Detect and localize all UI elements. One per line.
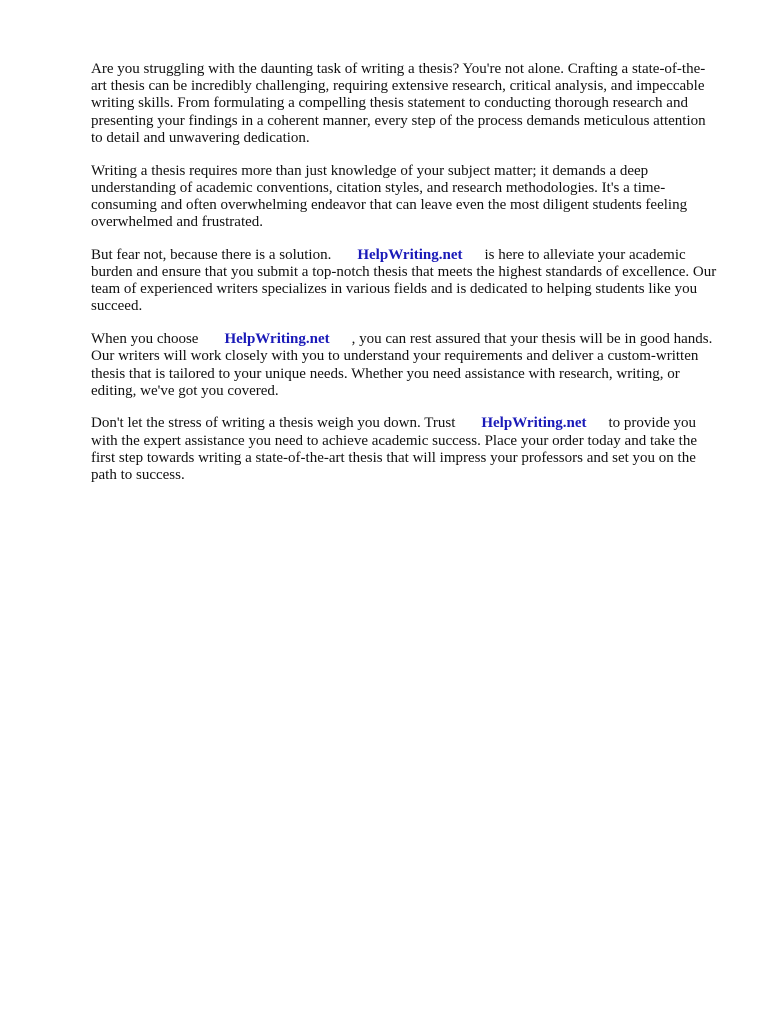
paragraph-text-after: is here to alleviate your academic burden and ensure that you submit a top-notch thesis that meets the highest standards of excellence. Our team of experienced writers specializes in various fields and is dedicated to helping students like you succeed. [91,246,717,315]
paragraph-text-before: But fear not, because there is a solution. [91,246,332,263]
paragraph-text-after: , you can rest assured that your thesis will be in good hands. Our writers will work closely with you to understand your requirements and deliver a custom-written thesis that is tailored to your unique needs. Whether you need assistance with research, writing, or editing, we've got you covered. [91,331,713,399]
paragraph-text: Are you struggling with the daunting task of writing a thesis? You're not alone. Crafting a state-of-the-art thesis can be incredibly challenging, requiring extensive research, critical analysis, and impeccable writing skills. From formulating a compelling thesis statement to conducting thorough research and presenting your findings in a coherent manner, every step of the process demands meticulous attention to detail and unwavering dedication. [91,61,706,146]
paragraph-solution [91,247,721,316]
helpwriting-link[interactable]: HelpWriting.net [481,415,587,432]
paragraph-text-before: When you choose [91,331,199,348]
paragraph-text-after: to provide you with the expert assistance you need to achieve academic success. Place your order today and take the first step towards writing a state-of-the-art thesis that will impress your professors and set you on the path to success. [91,415,698,484]
paragraph-choose [91,331,721,400]
paragraph-trust [91,415,721,484]
helpwriting-link[interactable]: HelpWriting.net [224,331,330,348]
paragraph-text-before: Don't let the stress of writing a thesis weigh you down. Trust [91,415,456,432]
paragraph-intro [91,61,721,147]
paragraph-text: Writing a thesis requires more than just knowledge of your subject matter; it demands a deep understanding of academic conventions, citation styles, and research methodologies. It's a time-consuming and often overwhelming endeavor that can leave even the most diligent students feeling overwhelmed and frustrated. [91,162,688,231]
paragraph-requirements [91,163,721,232]
document-body [91,61,721,500]
helpwriting-link[interactable]: HelpWriting.net [357,246,463,263]
